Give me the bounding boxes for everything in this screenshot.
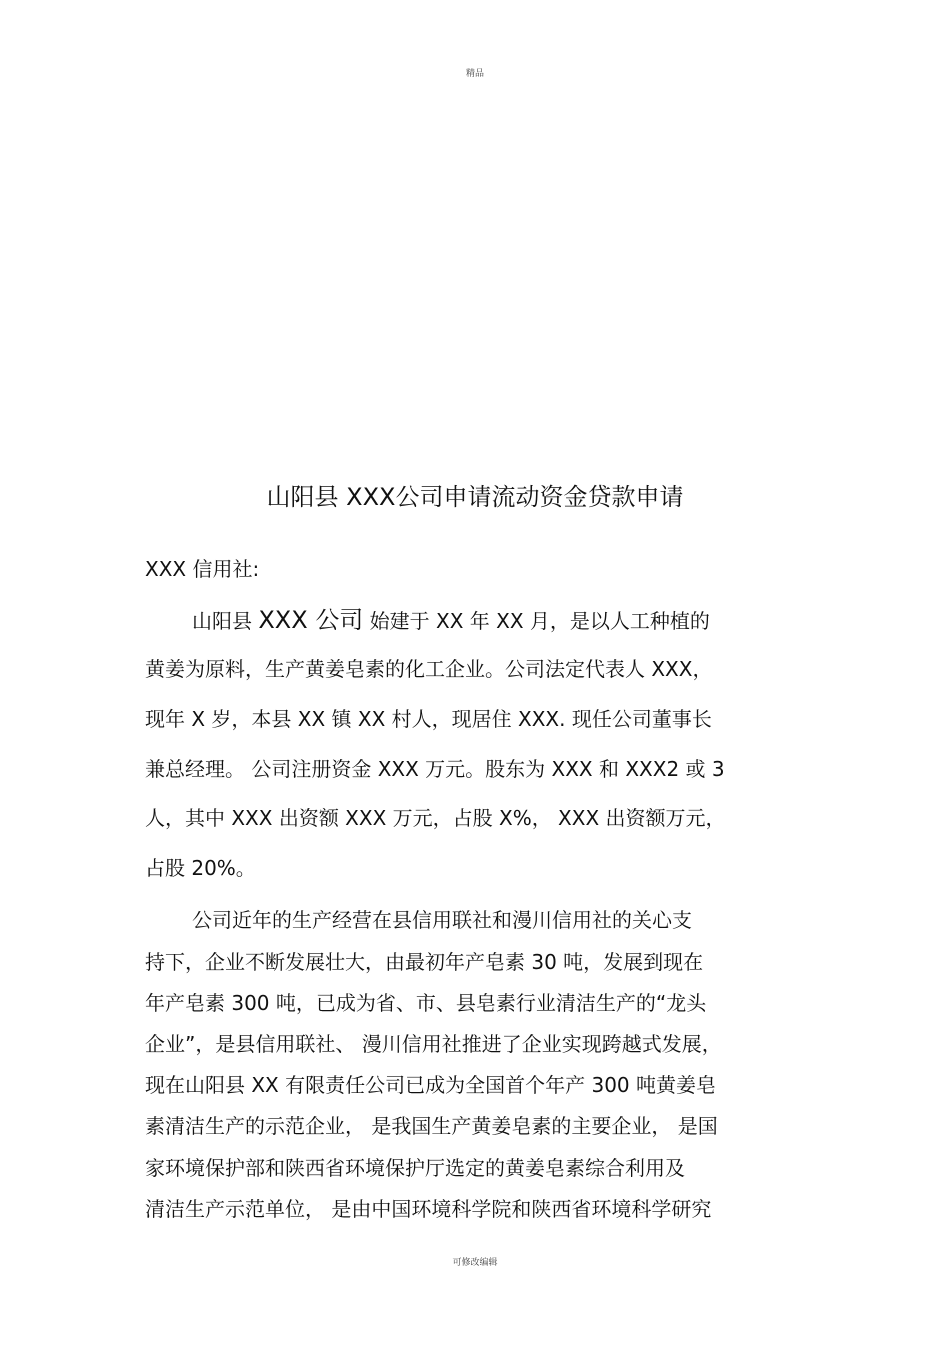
para1-county: 山阳县: [192, 609, 252, 633]
para2-line-4: 企业”，是县信用联社、 漫川信用社推进了企业实现跨越式发展，: [145, 1032, 722, 1056]
para1-line-6: 占股 20%。: [145, 856, 256, 880]
para1-founded: 始建于 XX 年 XX 月，是以人工种植的: [369, 609, 710, 633]
para2-line-1: 公司近年的生产经营在县信用联社和漫川信用社的关心支: [192, 908, 692, 932]
para2-line-5: 现在山阳县 XX 有限责任公司已成为全国首个年产 300 吨黄姜皂: [145, 1073, 717, 1097]
para1-line-3: 现年 X 岁，本县 XX 镇 XX 村人，现居住 XXX. 现任公司董事长: [145, 707, 712, 731]
para2-line-3: 年产皂素 300 吨，已成为省、市、县皂素行业清洁生产的“龙头: [145, 991, 707, 1015]
para2-line-6: 素清洁生产的示范企业， 是我国生产黄姜皂素的主要企业， 是国: [145, 1114, 718, 1138]
para1-line-4: 兼总经理。 公司注册资金 XXX 万元。股东为 XXX 和 XXX2 或 3: [145, 757, 725, 781]
para1-line-5: 人，其中 XXX 出资额 XXX 万元，占股 X%， XXX 出资额万元，: [145, 806, 726, 830]
para2-line-2: 持下，企业不断发展壮大，由最初年产皂素 30 吨，发展到现在: [145, 950, 704, 974]
para1-line-2: 黄姜为原料，生产黄姜皂素的化工企业。公司法定代表人 XXX，: [145, 657, 713, 681]
page-header: 精品: [465, 69, 484, 79]
para2-line-7: 家环境保护部和陕西省环境保护厅选定的黄姜皂素综合利用及: [145, 1156, 685, 1180]
para1-company: XXX 公司: [258, 606, 364, 634]
document-title: 山阳县 XXX公司申请流动资金贷款申请: [266, 483, 684, 511]
para1-line-1: [192, 600, 710, 635]
para2-line-8: 清洁生产示范单位， 是由中国环境科学院和陕西省环境科学研究: [145, 1197, 712, 1221]
salutation: XXX 信用社:: [145, 557, 260, 581]
page-footer: 可修改编辑: [452, 1258, 498, 1268]
